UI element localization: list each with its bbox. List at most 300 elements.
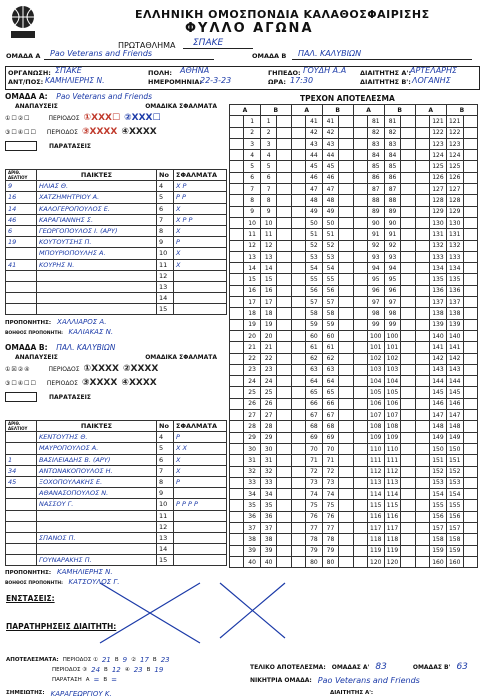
rs-mark-b[interactable] xyxy=(401,138,415,149)
rs-mark-b[interactable] xyxy=(463,319,477,330)
rs-mark-a[interactable] xyxy=(415,364,429,375)
rs-mark-b[interactable] xyxy=(277,342,291,353)
player-fouls[interactable] xyxy=(174,304,227,315)
player-name[interactable]: ΓΕΩΡΓΟΠΟΥΛΟΣ Ι. (ΑΡΥ) xyxy=(37,225,157,236)
rs-mark-a[interactable] xyxy=(230,240,244,251)
rs-mark-b[interactable] xyxy=(401,274,415,285)
rs-mark-b[interactable] xyxy=(277,330,291,341)
rs-mark-b[interactable] xyxy=(277,489,291,500)
player-name[interactable] xyxy=(37,544,157,555)
rs-mark-b[interactable] xyxy=(339,522,353,533)
rs-mark-a[interactable] xyxy=(353,263,367,274)
rs-mark-a[interactable] xyxy=(291,263,305,274)
license[interactable] xyxy=(6,488,37,499)
team-b-fouls-p4[interactable]: ④XXXX xyxy=(121,378,157,388)
rs-mark-b[interactable] xyxy=(339,387,353,398)
license[interactable] xyxy=(6,443,37,454)
rs-mark-b[interactable] xyxy=(463,263,477,274)
rs-mark-a[interactable] xyxy=(291,387,305,398)
rs-mark-b[interactable] xyxy=(401,308,415,319)
rs-mark-a[interactable] xyxy=(230,285,244,296)
rs-mark-b[interactable] xyxy=(401,161,415,172)
rs-mark-a[interactable] xyxy=(230,376,244,387)
rs-mark-b[interactable] xyxy=(463,285,477,296)
rs-mark-a[interactable] xyxy=(353,251,367,262)
rs-mark-b[interactable] xyxy=(277,319,291,330)
rs-mark-b[interactable] xyxy=(277,522,291,533)
team-b-timeout-boxes-2[interactable]: ③☐④☐☐ xyxy=(5,379,37,387)
player-fouls[interactable]: X xyxy=(174,248,227,259)
rs-mark-a[interactable] xyxy=(353,285,367,296)
rs-mark-b[interactable] xyxy=(339,116,353,127)
rs-mark-a[interactable] xyxy=(353,240,367,251)
rs-mark-a[interactable] xyxy=(415,251,429,262)
player-fouls[interactable] xyxy=(174,270,227,281)
rs-mark-b[interactable] xyxy=(401,398,415,409)
team-a-fouls-p1[interactable]: ①XXX☐ xyxy=(83,113,121,123)
rs-mark-b[interactable] xyxy=(277,127,291,138)
rs-mark-b[interactable] xyxy=(339,534,353,545)
player-name[interactable] xyxy=(37,510,157,521)
rs-mark-a[interactable] xyxy=(415,511,429,522)
rs-mark-b[interactable] xyxy=(401,217,415,228)
license[interactable] xyxy=(6,270,37,281)
rs-mark-b[interactable] xyxy=(463,229,477,240)
rs-mark-a[interactable] xyxy=(415,387,429,398)
rs-mark-b[interactable] xyxy=(339,251,353,262)
player-fouls[interactable]: X P P xyxy=(174,214,227,225)
rs-mark-b[interactable] xyxy=(277,308,291,319)
rs-mark-b[interactable] xyxy=(401,534,415,545)
team-b-coach-value[interactable]: ΚΑΜΗΛΙΕΡΗΣ Ν. xyxy=(57,568,113,576)
rs-mark-b[interactable] xyxy=(277,116,291,127)
rs-mark-b[interactable] xyxy=(339,500,353,511)
p1-a[interactable]: 21 xyxy=(101,656,111,664)
rs-mark-a[interactable] xyxy=(230,229,244,240)
rs-mark-b[interactable] xyxy=(401,477,415,488)
team-b-assistant-value[interactable]: ΚΑΤΣΟΥΛΟΣ Γ. xyxy=(68,578,120,586)
rs-mark-b[interactable] xyxy=(277,172,291,183)
rs-mark-a[interactable] xyxy=(353,466,367,477)
rs-mark-a[interactable] xyxy=(353,172,367,183)
rs-mark-b[interactable] xyxy=(463,195,477,206)
rs-mark-a[interactable] xyxy=(230,172,244,183)
rs-mark-a[interactable] xyxy=(415,545,429,556)
license[interactable]: 45 xyxy=(6,476,37,487)
rs-mark-b[interactable] xyxy=(277,432,291,443)
rs-mark-a[interactable] xyxy=(353,274,367,285)
rs-mark-a[interactable] xyxy=(230,263,244,274)
license[interactable] xyxy=(6,521,37,532)
rs-mark-b[interactable] xyxy=(401,127,415,138)
license[interactable] xyxy=(6,248,37,259)
rs-mark-b[interactable] xyxy=(277,500,291,511)
rs-mark-b[interactable] xyxy=(463,330,477,341)
rs-mark-a[interactable] xyxy=(353,206,367,217)
rs-mark-b[interactable] xyxy=(401,455,415,466)
rs-mark-b[interactable] xyxy=(277,364,291,375)
rs-mark-a[interactable] xyxy=(291,455,305,466)
team-b-fouls-p3[interactable]: ③XXXX xyxy=(81,378,118,388)
player-fouls[interactable] xyxy=(174,488,227,499)
license[interactable]: 16 xyxy=(6,192,37,203)
rs-mark-a[interactable] xyxy=(415,297,429,308)
player-name[interactable]: ΚΟΥΡΗΣ Ν. xyxy=(37,259,157,270)
rs-mark-a[interactable] xyxy=(291,432,305,443)
rs-mark-b[interactable] xyxy=(463,477,477,488)
rs-mark-b[interactable] xyxy=(339,274,353,285)
player-name[interactable] xyxy=(37,293,157,304)
rs-mark-b[interactable] xyxy=(463,410,477,421)
ref1-value[interactable]: ΑΡΤΕΛΑΡΗΣ xyxy=(410,66,458,75)
license[interactable] xyxy=(6,432,37,443)
rs-mark-b[interactable] xyxy=(277,240,291,251)
rs-mark-a[interactable] xyxy=(230,522,244,533)
p3-b[interactable]: 12 xyxy=(111,666,121,674)
rs-mark-b[interactable] xyxy=(339,443,353,454)
organizer-value[interactable]: ΣΠΑΚΕ xyxy=(55,66,82,75)
rs-mark-a[interactable] xyxy=(230,342,244,353)
rs-mark-a[interactable] xyxy=(353,195,367,206)
rs-mark-a[interactable] xyxy=(291,251,305,262)
rs-mark-a[interactable] xyxy=(353,398,367,409)
championship-value[interactable]: ΣΠΑΚΕ xyxy=(193,38,224,48)
rs-mark-b[interactable] xyxy=(339,364,353,375)
rs-mark-b[interactable] xyxy=(463,308,477,319)
rs-mark-b[interactable] xyxy=(401,240,415,251)
license[interactable]: 1 xyxy=(6,454,37,465)
rs-mark-a[interactable] xyxy=(353,545,367,556)
player-name[interactable]: ΣΠΑΝΟΣ Π. xyxy=(37,532,157,543)
team-b-timeout-boxes-1[interactable]: ①☒②④ xyxy=(5,365,31,373)
rs-mark-a[interactable] xyxy=(353,184,367,195)
rs-mark-b[interactable] xyxy=(339,263,353,274)
rs-mark-a[interactable] xyxy=(415,353,429,364)
rs-mark-a[interactable] xyxy=(291,376,305,387)
rs-mark-b[interactable] xyxy=(401,195,415,206)
rs-mark-b[interactable] xyxy=(401,556,415,567)
rs-mark-b[interactable] xyxy=(401,184,415,195)
rs-mark-a[interactable] xyxy=(353,127,367,138)
rs-mark-a[interactable] xyxy=(415,127,429,138)
player-name[interactable]: ΜΑΥΡΟΠΟΥΛΟΣ Α. xyxy=(37,443,157,454)
rs-mark-b[interactable] xyxy=(463,500,477,511)
rs-mark-a[interactable] xyxy=(230,330,244,341)
rs-mark-a[interactable] xyxy=(230,217,244,228)
license[interactable] xyxy=(6,281,37,292)
rs-mark-a[interactable] xyxy=(415,522,429,533)
rs-mark-a[interactable] xyxy=(291,330,305,341)
rs-mark-a[interactable] xyxy=(291,240,305,251)
rs-mark-a[interactable] xyxy=(415,500,429,511)
rs-mark-a[interactable] xyxy=(415,138,429,149)
rs-mark-a[interactable] xyxy=(291,206,305,217)
rs-mark-b[interactable] xyxy=(339,150,353,161)
license[interactable]: 6 xyxy=(6,225,37,236)
rs-mark-b[interactable] xyxy=(277,410,291,421)
rs-mark-a[interactable] xyxy=(353,150,367,161)
rs-mark-b[interactable] xyxy=(277,229,291,240)
rs-mark-a[interactable] xyxy=(291,398,305,409)
rs-mark-b[interactable] xyxy=(463,138,477,149)
rs-mark-b[interactable] xyxy=(339,545,353,556)
rs-mark-b[interactable] xyxy=(339,421,353,432)
rs-mark-b[interactable] xyxy=(277,206,291,217)
rs-mark-a[interactable] xyxy=(353,353,367,364)
player-name[interactable]: ΝΑΣΣΟΥ Γ. xyxy=(37,499,157,510)
rs-mark-a[interactable] xyxy=(415,534,429,545)
rs-mark-a[interactable] xyxy=(415,116,429,127)
rs-mark-b[interactable] xyxy=(463,342,477,353)
rs-mark-a[interactable] xyxy=(415,489,429,500)
rs-mark-a[interactable] xyxy=(415,556,429,567)
rs-mark-b[interactable] xyxy=(401,116,415,127)
rs-mark-b[interactable] xyxy=(277,477,291,488)
p1-b[interactable]: 9 xyxy=(122,656,128,664)
rs-mark-a[interactable] xyxy=(230,387,244,398)
rs-mark-b[interactable] xyxy=(277,297,291,308)
rs-mark-b[interactable] xyxy=(401,443,415,454)
rs-mark-a[interactable] xyxy=(291,511,305,522)
rs-mark-b[interactable] xyxy=(339,353,353,364)
rs-mark-a[interactable] xyxy=(353,556,367,567)
rs-mark-a[interactable] xyxy=(230,500,244,511)
rs-mark-a[interactable] xyxy=(415,172,429,183)
license[interactable] xyxy=(6,304,37,315)
rs-mark-a[interactable] xyxy=(415,161,429,172)
rs-mark-b[interactable] xyxy=(277,263,291,274)
court-value[interactable]: ΓΟΥΔΗ Α.Α xyxy=(303,66,347,75)
team-a-timeout-boxes-1[interactable]: ①☐②☐ xyxy=(5,114,31,122)
rs-mark-a[interactable] xyxy=(415,477,429,488)
rs-mark-a[interactable] xyxy=(353,387,367,398)
rs-mark-b[interactable] xyxy=(277,184,291,195)
rs-mark-a[interactable] xyxy=(291,466,305,477)
team-a-coach-value[interactable]: ΧΑΛΛΙΑΡΟΣ Α. xyxy=(57,318,107,326)
rs-mark-a[interactable] xyxy=(230,432,244,443)
rs-mark-a[interactable] xyxy=(230,184,244,195)
rs-mark-a[interactable] xyxy=(230,308,244,319)
license[interactable]: 19 xyxy=(6,237,37,248)
rs-mark-a[interactable] xyxy=(415,206,429,217)
rs-mark-b[interactable] xyxy=(339,184,353,195)
rs-mark-b[interactable] xyxy=(339,330,353,341)
rs-mark-a[interactable] xyxy=(230,353,244,364)
rs-mark-a[interactable] xyxy=(415,308,429,319)
team-a-assistant-value[interactable]: ΚΑΛΙΑΚΑΣ Ν. xyxy=(68,328,114,336)
rs-mark-a[interactable] xyxy=(353,376,367,387)
rs-mark-b[interactable] xyxy=(339,556,353,567)
rs-mark-a[interactable] xyxy=(415,466,429,477)
rs-mark-b[interactable] xyxy=(463,353,477,364)
rs-mark-a[interactable] xyxy=(291,364,305,375)
rs-mark-b[interactable] xyxy=(339,161,353,172)
rs-mark-a[interactable] xyxy=(353,534,367,545)
team-a-fouls-p3[interactable]: ③XXXX xyxy=(81,127,118,137)
rs-mark-b[interactable] xyxy=(463,161,477,172)
team-b-value[interactable]: ΠΑΛ. ΚΑΛΥΒΙΩΝ xyxy=(298,49,362,58)
rs-mark-b[interactable] xyxy=(463,376,477,387)
rs-mark-a[interactable] xyxy=(291,116,305,127)
rs-mark-b[interactable] xyxy=(277,443,291,454)
rs-mark-b[interactable] xyxy=(463,297,477,308)
final-a[interactable]: 83 xyxy=(375,662,387,672)
rs-mark-b[interactable] xyxy=(339,342,353,353)
license[interactable] xyxy=(6,293,37,304)
rs-mark-a[interactable] xyxy=(415,319,429,330)
rs-mark-a[interactable] xyxy=(415,150,429,161)
rs-mark-b[interactable] xyxy=(401,500,415,511)
rs-mark-a[interactable] xyxy=(291,443,305,454)
rs-mark-a[interactable] xyxy=(230,138,244,149)
rs-mark-b[interactable] xyxy=(401,229,415,240)
rs-mark-b[interactable] xyxy=(401,489,415,500)
rs-mark-b[interactable] xyxy=(401,353,415,364)
rs-mark-b[interactable] xyxy=(401,342,415,353)
player-name[interactable] xyxy=(37,270,157,281)
rs-mark-a[interactable] xyxy=(230,127,244,138)
rs-mark-a[interactable] xyxy=(291,319,305,330)
rs-mark-a[interactable] xyxy=(230,364,244,375)
rs-mark-a[interactable] xyxy=(291,285,305,296)
player-fouls[interactable] xyxy=(174,521,227,532)
rs-mark-a[interactable] xyxy=(353,138,367,149)
rs-mark-b[interactable] xyxy=(339,127,353,138)
p2-b[interactable]: 23 xyxy=(160,656,170,664)
license[interactable] xyxy=(6,499,37,510)
license[interactable]: 34 xyxy=(6,465,37,476)
rs-mark-b[interactable] xyxy=(277,285,291,296)
rs-mark-b[interactable] xyxy=(463,206,477,217)
rs-mark-a[interactable] xyxy=(291,410,305,421)
team-a-value[interactable]: Pao Veterans and Friends xyxy=(50,49,153,58)
rs-mark-b[interactable] xyxy=(339,489,353,500)
p4-b[interactable]: 19 xyxy=(154,666,164,674)
rs-mark-a[interactable] xyxy=(415,285,429,296)
rs-mark-a[interactable] xyxy=(230,443,244,454)
rs-mark-a[interactable] xyxy=(415,263,429,274)
rs-mark-b[interactable] xyxy=(401,150,415,161)
rs-mark-b[interactable] xyxy=(401,410,415,421)
rs-mark-b[interactable] xyxy=(463,150,477,161)
license[interactable] xyxy=(6,532,37,543)
rs-mark-b[interactable] xyxy=(339,206,353,217)
rs-mark-a[interactable] xyxy=(230,511,244,522)
rs-mark-b[interactable] xyxy=(463,432,477,443)
license[interactable] xyxy=(6,544,37,555)
rs-mark-b[interactable] xyxy=(339,319,353,330)
rs-mark-a[interactable] xyxy=(353,455,367,466)
rs-mark-b[interactable] xyxy=(339,240,353,251)
rs-mark-a[interactable] xyxy=(230,161,244,172)
player-name[interactable] xyxy=(37,521,157,532)
player-name[interactable]: ΗΛΙΑΣ Θ. xyxy=(37,181,157,192)
rs-mark-a[interactable] xyxy=(291,489,305,500)
rs-mark-a[interactable] xyxy=(353,308,367,319)
rs-mark-b[interactable] xyxy=(463,534,477,545)
rs-mark-b[interactable] xyxy=(339,285,353,296)
license[interactable] xyxy=(6,510,37,521)
rs-mark-a[interactable] xyxy=(415,342,429,353)
player-fouls[interactable]: X xyxy=(174,454,227,465)
rs-mark-b[interactable] xyxy=(463,455,477,466)
player-fouls[interactable]: X xyxy=(174,203,227,214)
rs-mark-a[interactable] xyxy=(353,116,367,127)
rs-mark-a[interactable] xyxy=(415,195,429,206)
rs-mark-a[interactable] xyxy=(415,376,429,387)
player-fouls[interactable] xyxy=(174,510,227,521)
rs-mark-a[interactable] xyxy=(353,217,367,228)
rs-mark-a[interactable] xyxy=(291,556,305,567)
team-b-ext-boxes[interactable] xyxy=(5,392,37,402)
rs-mark-b[interactable] xyxy=(401,421,415,432)
rs-mark-b[interactable] xyxy=(463,127,477,138)
rs-mark-a[interactable] xyxy=(353,511,367,522)
rs-mark-a[interactable] xyxy=(415,229,429,240)
player-fouls[interactable]: P P P P xyxy=(174,499,227,510)
rs-mark-b[interactable] xyxy=(277,511,291,522)
player-fouls[interactable] xyxy=(174,281,227,292)
rs-mark-b[interactable] xyxy=(401,206,415,217)
rs-mark-b[interactable] xyxy=(277,353,291,364)
p4-a[interactable]: 23 xyxy=(133,666,143,674)
player-fouls[interactable] xyxy=(174,555,227,566)
ext-a[interactable]: = xyxy=(93,676,100,684)
rs-mark-b[interactable] xyxy=(463,443,477,454)
scorer-value[interactable]: ΚΑΡΑΓΕΩΡΓΙΟΥ Κ. xyxy=(50,690,112,698)
rs-mark-a[interactable] xyxy=(415,240,429,251)
rs-mark-a[interactable] xyxy=(291,297,305,308)
rs-mark-a[interactable] xyxy=(415,410,429,421)
player-name[interactable]: ΚΑΛΟΓΕΡΟΠΟΥΛΟΣ Ε. xyxy=(37,203,157,214)
rs-mark-b[interactable] xyxy=(463,545,477,556)
rs-mark-a[interactable] xyxy=(230,274,244,285)
rs-mark-a[interactable] xyxy=(291,217,305,228)
rs-mark-a[interactable] xyxy=(291,421,305,432)
player-fouls[interactable]: X xyxy=(174,465,227,476)
license[interactable]: 46 xyxy=(6,214,37,225)
rs-mark-b[interactable] xyxy=(277,195,291,206)
rs-mark-b[interactable] xyxy=(463,556,477,567)
rs-mark-b[interactable] xyxy=(277,217,291,228)
rs-mark-b[interactable] xyxy=(277,387,291,398)
rs-mark-a[interactable] xyxy=(353,500,367,511)
rs-mark-a[interactable] xyxy=(291,274,305,285)
rs-mark-b[interactable] xyxy=(277,466,291,477)
rs-mark-a[interactable] xyxy=(230,398,244,409)
player-name[interactable]: ΚΑΡΑΓΙΑΝΝΗΣ Σ. xyxy=(37,214,157,225)
rs-mark-a[interactable] xyxy=(291,500,305,511)
ext-b[interactable]: = xyxy=(111,676,118,684)
rs-mark-a[interactable] xyxy=(353,364,367,375)
player-name[interactable]: ΒΑΣΙΛΕΙΑΔΗΣ Β. (ΑΡΥ) xyxy=(37,454,157,465)
rs-mark-a[interactable] xyxy=(415,421,429,432)
player-fouls[interactable]: P xyxy=(174,476,227,487)
rs-mark-b[interactable] xyxy=(277,150,291,161)
rs-mark-a[interactable] xyxy=(291,353,305,364)
rs-mark-b[interactable] xyxy=(463,522,477,533)
rs-mark-b[interactable] xyxy=(401,330,415,341)
rs-mark-a[interactable] xyxy=(415,217,429,228)
rs-mark-b[interactable] xyxy=(339,398,353,409)
rs-mark-b[interactable] xyxy=(401,511,415,522)
rs-mark-b[interactable] xyxy=(463,116,477,127)
rs-mark-b[interactable] xyxy=(339,138,353,149)
rs-mark-b[interactable] xyxy=(277,455,291,466)
rs-mark-a[interactable] xyxy=(353,432,367,443)
rs-mark-b[interactable] xyxy=(339,455,353,466)
rs-mark-b[interactable] xyxy=(339,308,353,319)
